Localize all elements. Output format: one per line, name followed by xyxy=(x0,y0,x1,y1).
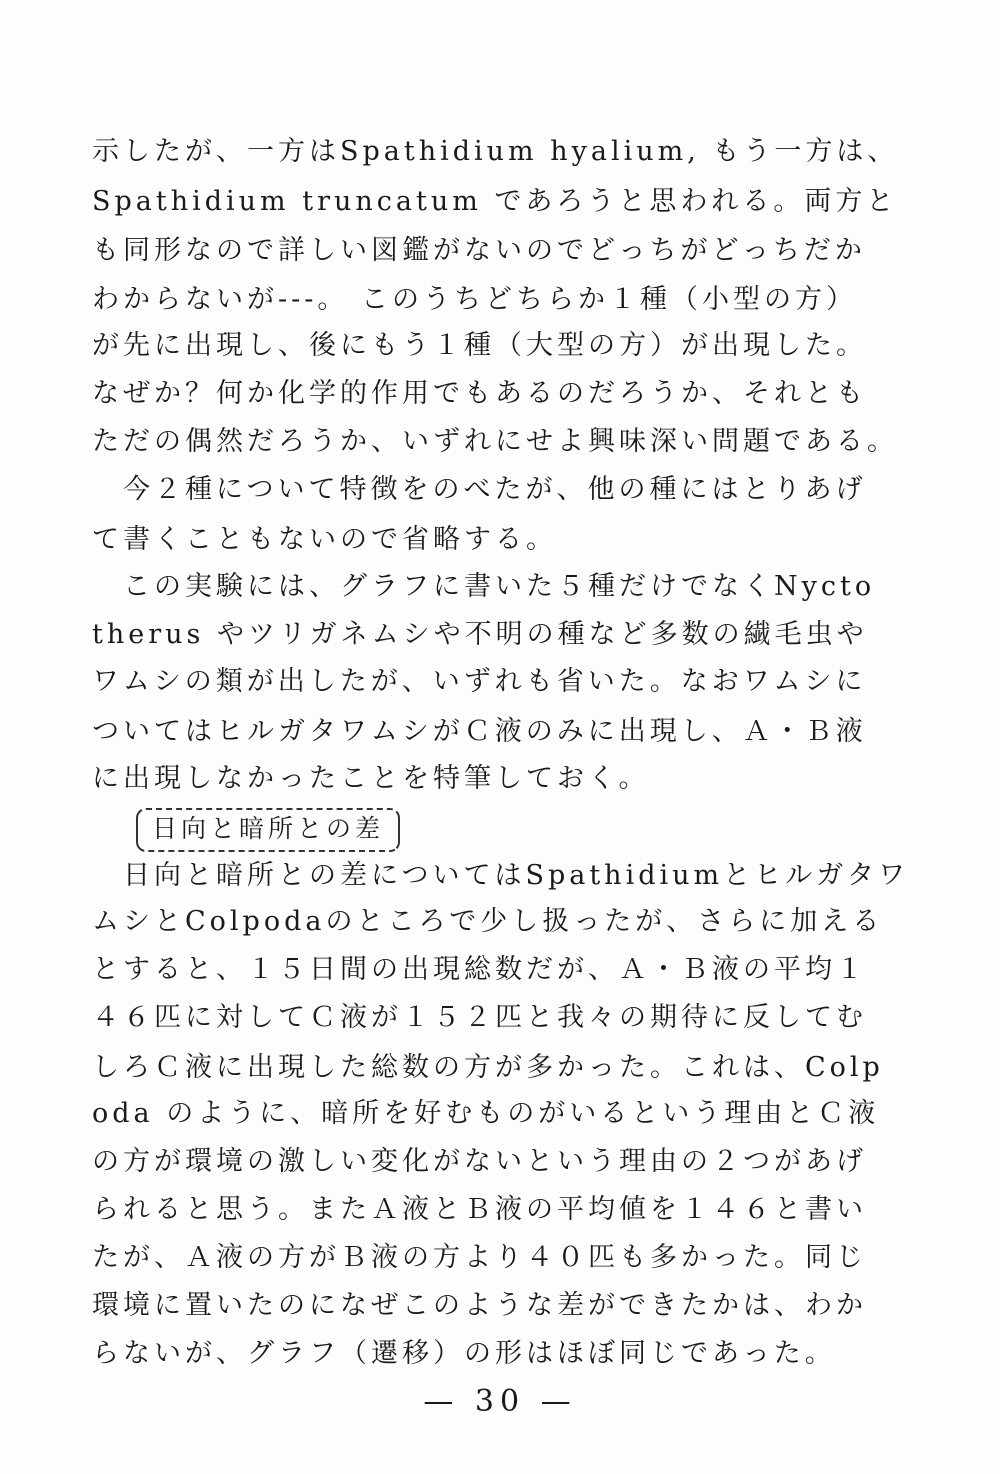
text-line: らないが、グラフ（遷移）の形はほぼ同じであった。 xyxy=(92,1338,836,1369)
text-line: とすると、１５日間の出現総数だが、Ａ・Ｂ液の平均１ xyxy=(92,954,867,985)
text-line: なぜか？何か化学的作用でもあるのだろうか、それとも xyxy=(92,378,867,409)
text-line: しろＣ液に出現した総数の方が多かった。これは、Colp xyxy=(92,1052,884,1083)
text-line: ムシとColpodaのところで少し扱ったが、さらに加える xyxy=(92,906,884,937)
text-line: たが、Ａ液の方がＢ液の方より４０匹も多かった。同じ xyxy=(92,1242,867,1273)
section-heading: 日向と暗所との差 xyxy=(136,808,400,852)
text-line: 示したが、一方はSpathidium hyalium, もう一方は、 xyxy=(92,136,899,167)
text-line: Spathidium truncatum であろうと思われる。両方と xyxy=(92,186,898,217)
text-line: られると思う。またＡ液とＢ液の平均値を１４６と書い xyxy=(92,1194,867,1225)
text-line: oda のように、暗所を好むものがいるという理由とＣ液 xyxy=(92,1098,880,1129)
page-number: — 30 — xyxy=(423,1384,577,1419)
text-line: ついてはヒルガタワムシがＣ液のみに出現し、Ａ・Ｂ液 xyxy=(92,716,867,747)
text-line: も同形なので詳しい図鑑がないのでどっちがどっちだか xyxy=(92,235,866,266)
text-line: に出現しなかったことを特筆しておく。 xyxy=(92,763,650,794)
text-line: therus やツリガネムシや不明の種など多数の繊毛虫や xyxy=(92,619,868,650)
text-line: の方が環境の激しい変化がないという理由の２つがあげ xyxy=(92,1146,867,1177)
text-line: ４６匹に対してＣ液が１５２匹と我々の期待に反してむ xyxy=(92,1002,867,1033)
text-line: ただの偶然だろうか、いずれにせよ興味深い問題である。 xyxy=(92,426,898,457)
text-line: わからないが---。 このうちどちらか１種（小型の方） xyxy=(92,284,857,315)
text-line: 日向と暗所との差についてはSpathidiumとヒルガタワ xyxy=(92,860,910,891)
text-line: が先に出現し、後にもう１種（大型の方）が出現した。 xyxy=(92,330,867,361)
text-line: この実験には、グラフに書いた５種だけでなくNycto xyxy=(92,571,876,602)
text-line: 今２種について特徴をのべたが、他の種にはとりあげ xyxy=(92,474,867,505)
text-line: ワムシの類が出したが、いずれも省いた。なおワムシに xyxy=(92,666,867,697)
text-line: 環境に置いたのになぜこのような差ができたかは、わか xyxy=(92,1290,867,1321)
text-line: て書くこともないので省略する。 xyxy=(92,524,557,555)
